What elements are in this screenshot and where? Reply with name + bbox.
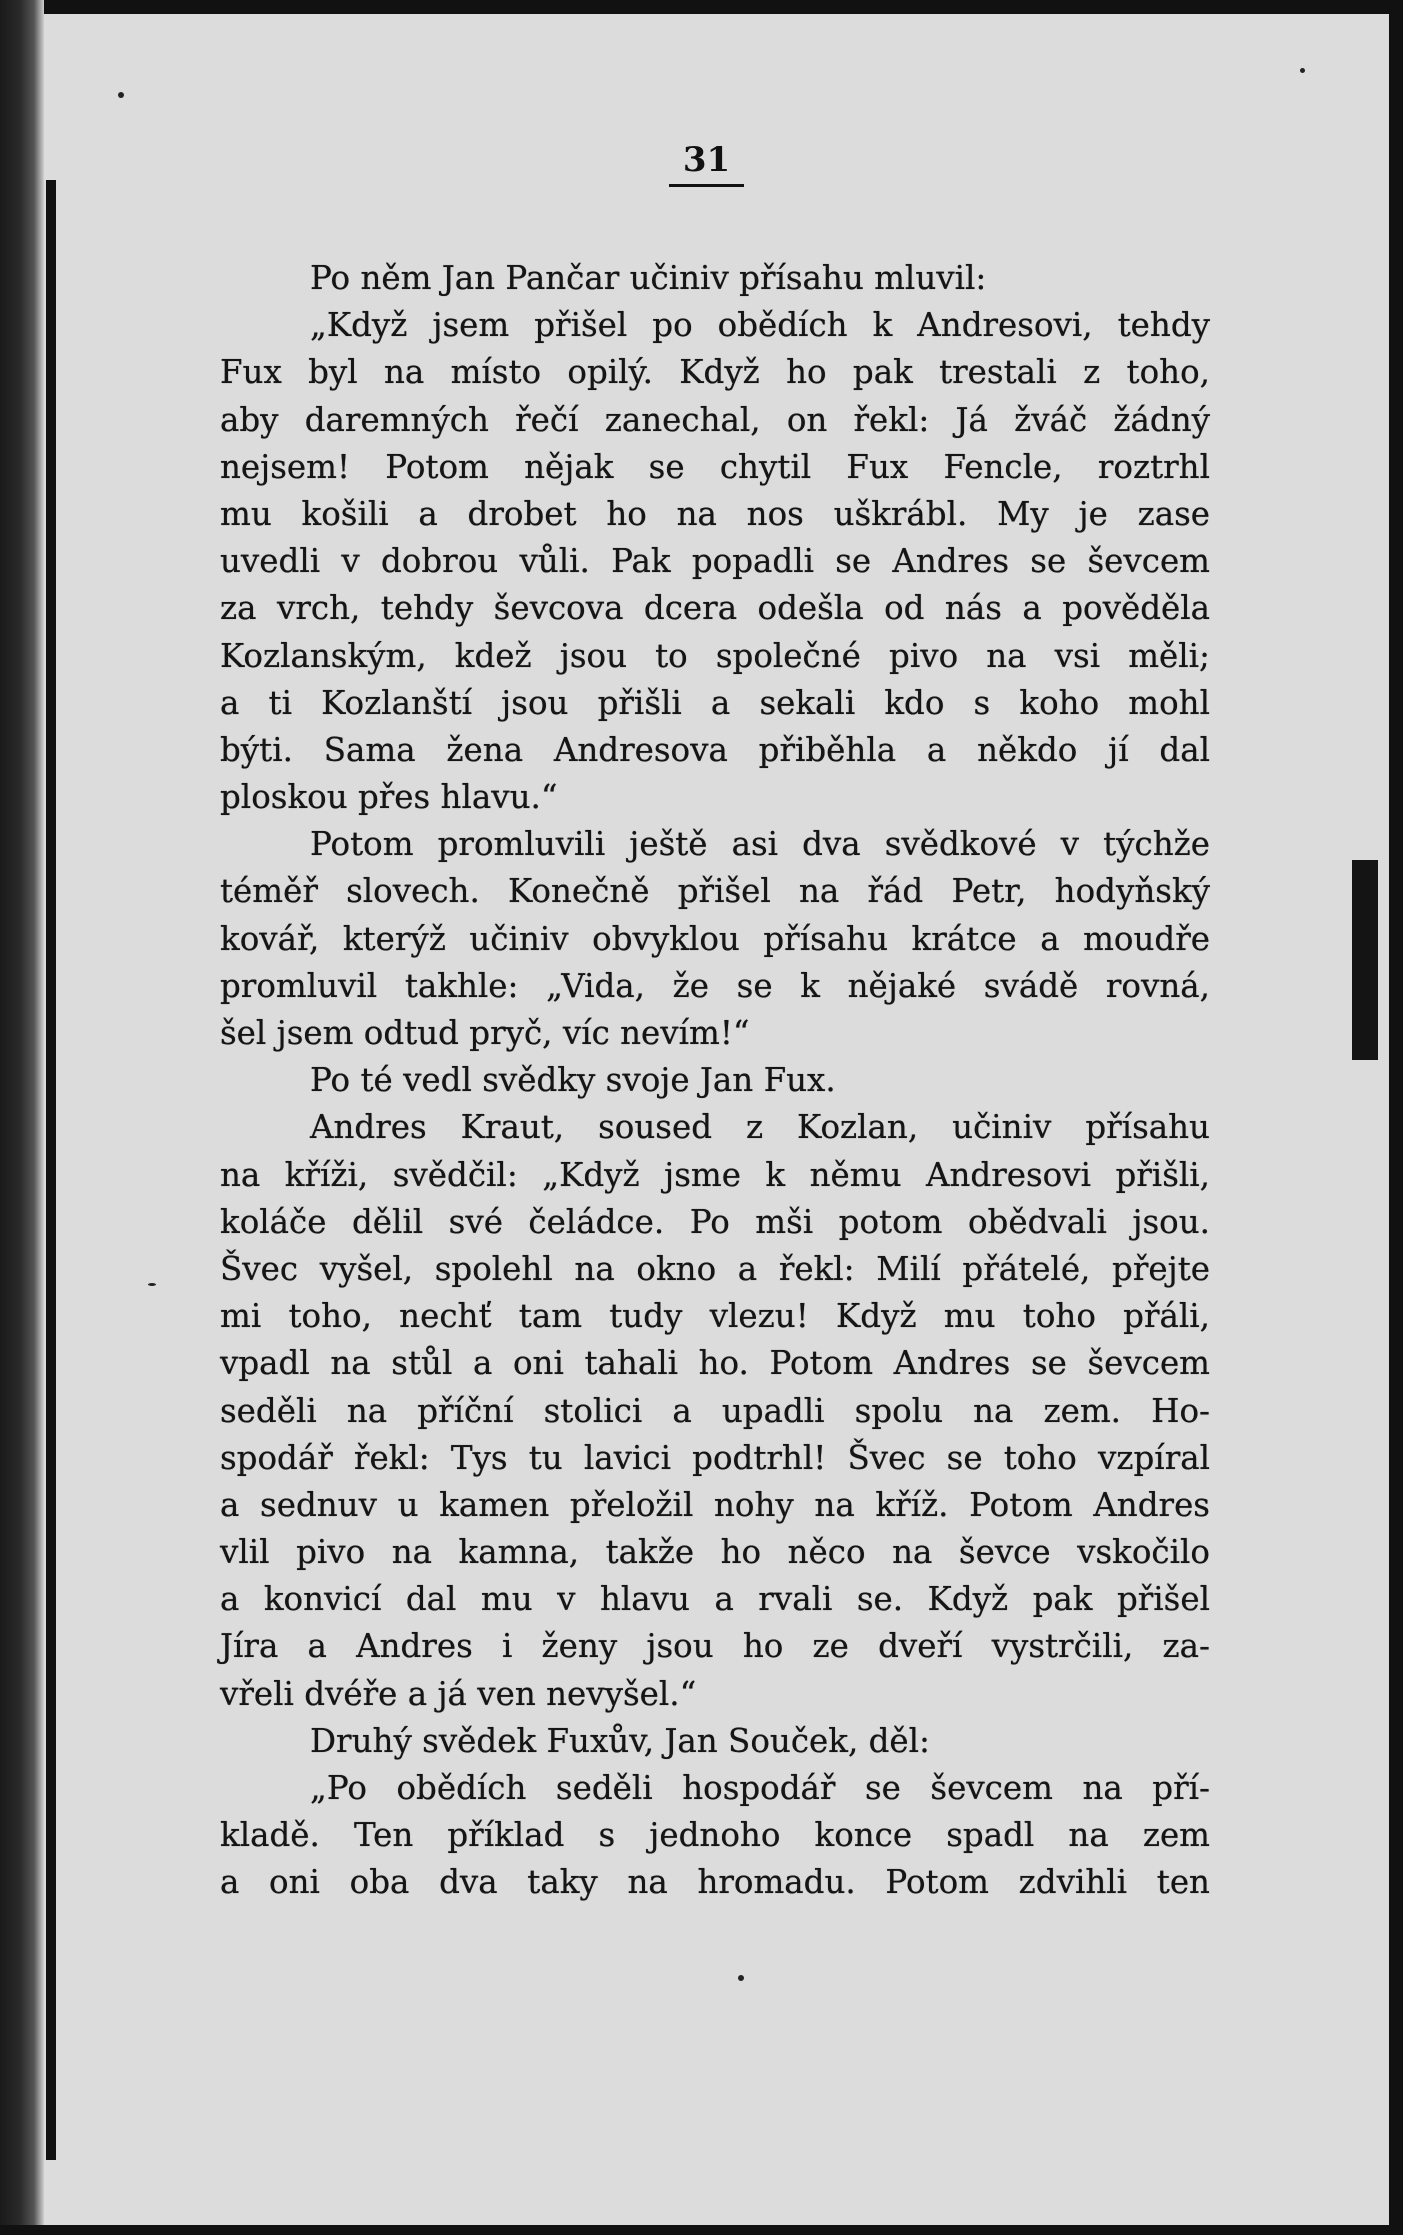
text-line: Švec vyšel, spolehl na okno a řekl: Milí přátelé, přejte [220,1249,1210,1288]
scan-top-border [0,0,1403,14]
text-line: vpadl na stůl a oni tahali ho. Potom Andres se ševcem [220,1344,1210,1383]
text-line: Druhý svědek Fuxův, Jan Souček, děl: [310,1721,930,1760]
text-line: „Po obědích seděli hospodář se ševcem na pří- [310,1769,1210,1807]
margin-mark [1352,860,1378,1060]
text-line: a ti Kozlanští jsou přišli a sekali kdo s koho mohl [220,683,1210,722]
page-number: 31 [669,140,744,187]
text-line: vlil pivo na kamna, takže ho něco na ševce vskočilo [220,1533,1210,1572]
text-line: Kozlanským, kdež jsou to společné pivo na vsi měli; [220,636,1210,675]
text-line: kladě. Ten příklad s jednoho konce spadl na zem [220,1816,1210,1855]
dust-speck [118,92,124,98]
dust-speck [148,1283,156,1286]
text-line: šel jsem odtud pryč, víc nevím!“ [220,1014,750,1052]
text-line: na kříži, svědčil: „Když jsme k němu Andresovi přišli, [220,1155,1210,1194]
text-line: promluvil takhle: „Vida, že se k nějaké svádě rovná, [220,966,1210,1005]
text-line: koláče dělil své čeládce. Po mši potom obědvali jsou. [220,1202,1210,1241]
text-line: Potom promluvili ještě asi dva svědkové v týchže [310,825,1210,864]
text-line: a sednuv u kamen přeložil nohy na kříž. Potom Andres [220,1485,1210,1524]
text-line: ploskou přes hlavu.“ [220,778,558,817]
text-line: mi toho, nechť tam tudy vlezu! Když mu toho přáli, [220,1297,1210,1336]
page-header [0,140,1403,187]
text-line: a konvicí dal mu v hlavu a rvali se. Když pak přišel [220,1580,1210,1619]
text-line: kovář, kterýž učiniv obvyklou přísahu krátce a moudře [220,919,1210,958]
body-text [220,255,1210,1907]
text-line: aby daremných řečí zanechal, on řekl: Já žváč žádný [220,400,1210,439]
scan-left-edge [0,0,44,2235]
text-line: seděli na příční stolici a upadli spolu na zem. Ho- [220,1391,1210,1430]
dust-speck [738,1975,744,1981]
text-line: Po něm Jan Pančar učiniv přísahu mluvil: [310,259,987,297]
text-line: spodář řekl: Tys tu lavici podtrhl! Švec se toho vzpíral [220,1438,1210,1477]
scan-bottom-border [0,2225,1403,2235]
text-line: „Když jsem přišel po obědích k Andresovi, tehdy [310,306,1210,345]
binding-edge [46,180,56,2160]
text-line: téměř slovech. Konečně přišel na řád Petr, hodyňský [220,872,1210,911]
dust-speck [1300,68,1305,73]
text-line: Andres Kraut, soused z Kozlan, učiniv přísahu [310,1108,1210,1147]
text-line: Fux byl na místo opilý. Když ho pak trestali z toho, [220,353,1210,392]
text-line: býti. Sama žena Andresova přiběhla a někdo jí dal [220,730,1210,769]
text-line: nejsem! Potom nějak se chytil Fux Fencle, roztrhl [220,447,1210,486]
text-line: vřeli dvéře a já ven nevyšel.“ [220,1674,697,1713]
text-line: uvedli v dobrou vůli. Pak popadli se Andres se ševcem [220,542,1210,581]
text-line: Po té vedl svědky svoje Jan Fux. [310,1061,836,1100]
text-line: Jíra a Andres i ženy jsou ho ze dveří vystrčili, za- [220,1627,1210,1666]
scan-right-border [1389,0,1403,2235]
text-line: za vrch, tehdy ševcova dcera odešla od nás a pověděla [220,589,1210,628]
text-line: a oni oba dva taky na hromadu. Potom zdvihli ten [220,1863,1210,1902]
text-line: mu košili a drobet ho na nos uškrábl. My je zase [220,494,1210,533]
